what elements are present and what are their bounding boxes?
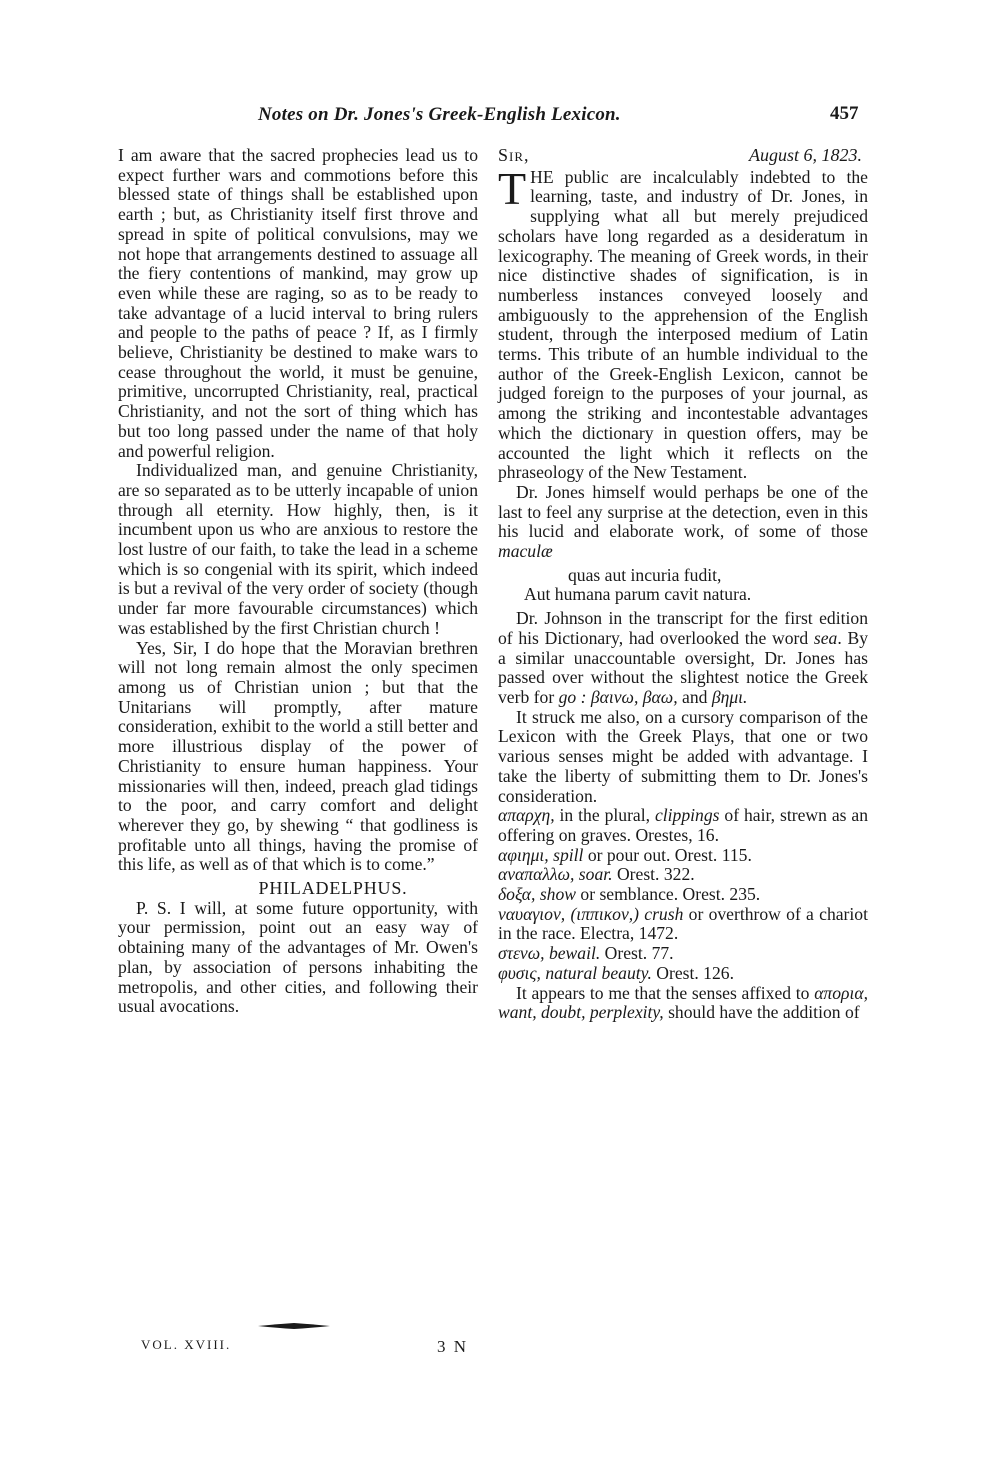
volume-label: VOL. XVIII. [141,1337,232,1352]
signature-mark: 3 N [437,1337,469,1356]
paragraph-text: Dr. Johnson in the transcript for the first edition of his Dictionary, had overlooked the word [498,608,868,648]
lexicon-entry [498,944,868,964]
paragraph: Individualized man, and genuine Christianity, are so separated as to be utterly incapable of union through all eternity. How highly, then, is it incumbent upon us who are anxious to restore the lost lustre of our faith, to take the lead in a scheme which is so congenial with its spirit, which indeed is but a revival of the very order of society (though under far more favourable circumstances) which was established by the first Christian church ! [118,460,478,638]
postscript: P. S. I will, at some future opportunity, with your permission, point out an easy way of obtaining many of the advantages of Mr. Owen's plan, by association of persons inhabiting the metropolis, and other cities, and following their usual avocations. [118,897,478,1017]
quote-line: Aut humana parum cavit natura. [524,584,752,605]
entry-gloss: clippings [654,805,720,826]
paragraph-text: should have the addition of [668,1002,860,1023]
greek-word: βαινω, [590,686,639,707]
paragraph [498,609,868,708]
lexicon-entry [498,865,868,885]
greek-word: αφιημι, [498,844,549,865]
end-ornament [258,1322,330,1330]
entry-text: or overthrow of a chariot in the race. Electra, 1472. [498,903,868,944]
paragraph-text: and [682,686,708,707]
greek-word: δοξα, [498,884,536,905]
entry-gloss: show [539,884,576,905]
lexicon-entry [498,885,868,905]
greek-word: στενω, [498,943,545,964]
italic-word: sea [813,627,838,648]
paragraph: It struck me also, on a cursory comparison of the Lexicon with the Greek Plays, that one or two various senses might be added with advantage. I take the liberty of submitting them to Dr. Jones's consideration. [498,706,868,806]
paragraph-text: HE public are incalculably indebted to the learning, taste, and industry of Dr. Jones, in supplying what all but merely prejudiced scholars have long regarded as a desideratum in lexicography. The meaning of Greek words, in their nice distinctive shades of signification, is in numberless instances conveyed loosely and ambiguously to the apprehension of the English student, through the interposed medium of Latin terms. This tribute of an humble individual to the author of the Greek-English Lexicon, cannot be judged foreign to the purposes of your journal, as among the striking and incontestable advantages which the dictionary in question offers, may be accounted the light which it reflects on the phraseology of the New Testament. [498,166,868,483]
italic-word: want, doubt, perplexity, [498,1002,664,1023]
salutation: Sir, [498,145,530,165]
entry-gloss: natural beauty. [545,962,652,983]
lexicon-entry [498,905,868,944]
entry-gloss: bewail. [548,943,601,964]
entry-text: or semblance. Orest. 235. [580,884,761,905]
entry-gloss: soar. [578,864,613,885]
greek-word: αναπαλλω, [498,864,575,885]
paragraph: I am aware that the sacred prophecies lead us to expect further wars and commotions before this blessed state of things shall be established upon earth ; but, as Christianity itself first throve and spread in spite of political convulsions, may we not hope that arrangements destined to assuage all the fiery contentions of mankind, may grow up even while these are raging, so as to be ready to take advantage of a lucid interval to bring rulers and people to the paths of peace ? If, as I firmly believe, Christianity be destined to make wars to cease throughout the world, it must be genuine, primitive, uncorrupted Christianity, real, practical Christianity, and not the sort of thing which has but too long passed under the name of that holy and powerful religion. [118,145,478,461]
quote-line: quas aut incuria fudit, [568,564,722,585]
lexicon-entry [498,806,868,845]
paragraph-text: Dr. Jones himself would perhaps be one of the last to feel any surprise at the detection, even in this his lucid and elaborate work, of some of those [498,481,868,542]
paragraph [498,984,868,1023]
running-title: Notes on Dr. Jones's Greek-English Lexicon. [258,104,621,125]
entry-text: Orest. 77. [604,943,674,964]
entry-text: in the plural, [559,805,651,826]
entry-gloss: crush [644,903,684,924]
paragraph-text: . By a similar unaccountable oversight, Dr. Jones has passed over without the slightest notice the Greek verb for [498,627,868,707]
paragraph-text: It appears to me that the senses affixed to [516,982,810,1003]
letter-date: August 6, 1823. [748,145,862,165]
paragraph [498,162,868,483]
right-column [498,146,868,1023]
greek-word: βημι. [711,686,748,707]
greek-word: φυσις, [498,962,541,983]
greek-word: απαρχη, [498,805,555,826]
letter-heading [498,146,868,166]
greek-word: ναυαγιον, (ιππικον,) [498,903,640,924]
drop-cap: T [498,162,527,214]
greek-word: απορια, [814,982,868,1003]
signature: PHILADELPHUS. [258,878,408,899]
entry-text: Orest. 322. [616,864,695,885]
paragraph [498,483,868,562]
page-number: 457 [830,103,859,124]
left-column [118,146,478,1017]
entry-gloss: spill [553,844,584,865]
paragraph: Yes, Sir, I do hope that the Moravian brethren will not long remain almost the only specimen among us of Christian union ; but that the Unitarians will promptly, after mature consideration, exhibit to the world a still better and more illustrious display of the power of Christianity to ensure human happiness. Your missionaries will then, indeed, preach glad tidings to the poor, and carry comfort and delight wherever they go, by shewing “ that godliness is profitable unto all things, having the promise of this life, as well as of that which is to come.” [118,637,478,875]
entry-text: of hair, strewn as an offering on graves. Orestes, 16. [498,805,869,845]
italic-word: go : [558,686,587,707]
lexicon-entries [498,806,868,983]
lexicon-entry [498,964,868,984]
greek-word: βαω, [642,686,678,707]
entry-text: or pour out. Orest. 115. [587,844,752,865]
entry-text: Orest. 126. [656,962,734,983]
italic-word: maculæ [498,541,553,562]
latin-quotation [498,566,868,605]
lexicon-entry [498,846,868,866]
